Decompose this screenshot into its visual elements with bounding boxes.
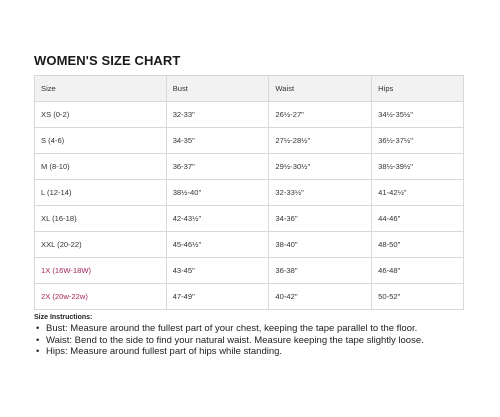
bust-cell: 36-37" — [166, 154, 269, 180]
instruction-hips: • Hips: Measure around fullest part of hips while standing. — [34, 346, 484, 358]
waist-cell: 40-42" — [269, 284, 372, 310]
table-row — [35, 258, 464, 284]
waist-cell: 26½-27" — [269, 102, 372, 128]
instruction-waist: • Waist: Bend to the side to find your natural waist. Measure keeping the tape slightly loose. — [34, 335, 484, 347]
table-row — [35, 232, 464, 258]
instructions-label: Size Instructions: — [34, 314, 93, 321]
size-instructions — [34, 314, 484, 358]
size-cell: XXL (20-22) — [35, 232, 167, 258]
waist-cell: 27½-28½" — [269, 128, 372, 154]
bust-cell: 32-33" — [166, 102, 269, 128]
bust-cell: 45-46½" — [166, 232, 269, 258]
column-header-waist: Waist — [269, 76, 372, 102]
hips-cell: 34½-35½" — [372, 102, 464, 128]
column-header-hips: Hips — [372, 76, 464, 102]
hips-cell: 50-52" — [372, 284, 464, 310]
bust-cell: 47-49" — [166, 284, 269, 310]
hips-cell: 38½-39½" — [372, 154, 464, 180]
size-cell: XL (16-18) — [35, 206, 167, 232]
table-row — [35, 154, 464, 180]
column-header-bust: Bust — [166, 76, 269, 102]
size-cell-plus: 1X (16W-18W) — [35, 258, 167, 284]
waist-cell: 36-38" — [269, 258, 372, 284]
size-cell: M (8-10) — [35, 154, 167, 180]
size-cell: S (4-6) — [35, 128, 167, 154]
bust-cell: 43-45" — [166, 258, 269, 284]
waist-cell: 38-40" — [269, 232, 372, 258]
table-header-row — [35, 76, 464, 102]
bust-cell: 34-35" — [166, 128, 269, 154]
size-cell: XS (0-2) — [35, 102, 167, 128]
table-row — [35, 128, 464, 154]
table-row — [35, 180, 464, 206]
table-row — [35, 284, 464, 310]
table-row — [35, 102, 464, 128]
hips-cell: 36½-37½" — [372, 128, 464, 154]
instructions-list — [34, 323, 484, 358]
hips-cell: 44-46" — [372, 206, 464, 232]
size-cell: L (12-14) — [35, 180, 167, 206]
instruction-bust: • Bust: Measure around the fullest part of your chest, keeping the tape parallel to the floor. — [34, 323, 484, 335]
hips-cell: 46-48" — [372, 258, 464, 284]
size-chart-table — [34, 75, 464, 310]
hips-cell: 41-42½" — [372, 180, 464, 206]
table-row — [35, 206, 464, 232]
waist-cell: 32-33½" — [269, 180, 372, 206]
size-cell-plus: 2X (20w-22w) — [35, 284, 167, 310]
bust-cell: 42-43½" — [166, 206, 269, 232]
page-title: WOMEN'S SIZE CHART — [34, 53, 181, 68]
waist-cell: 34-36" — [269, 206, 372, 232]
waist-cell: 29½-30½" — [269, 154, 372, 180]
column-header-size: Size — [35, 76, 167, 102]
bust-cell: 38½-40" — [166, 180, 269, 206]
hips-cell: 48-50" — [372, 232, 464, 258]
